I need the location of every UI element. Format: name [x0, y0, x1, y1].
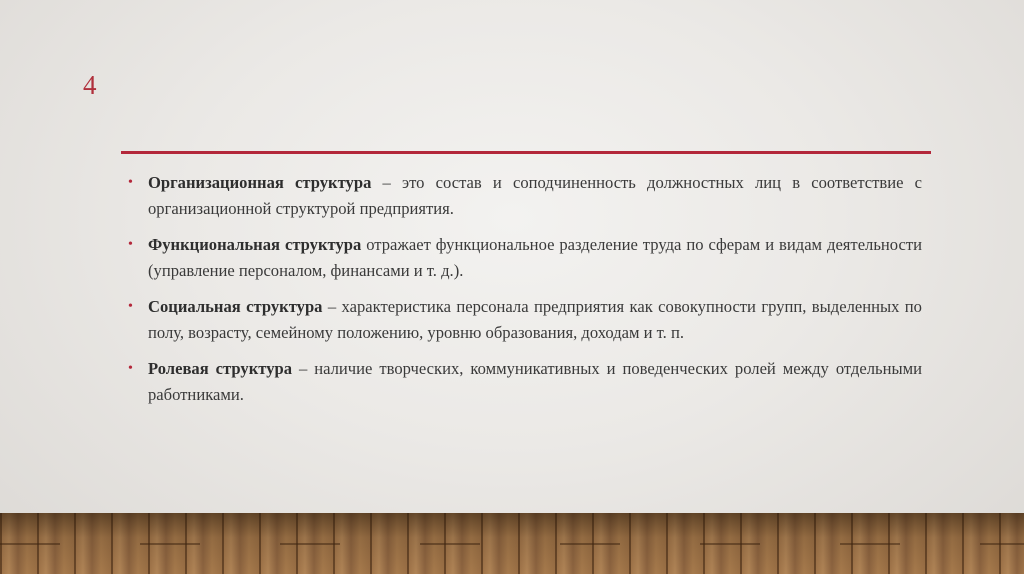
title-divider	[121, 151, 931, 154]
floor-seam	[0, 543, 1024, 545]
bullet-list	[128, 170, 922, 418]
bullet-item	[128, 232, 922, 284]
bullet-term: Социальная структура	[148, 297, 323, 316]
bullet-text: – это состав и соподчиненность должностных лиц в соответствие с организационной структурой предприятия.	[148, 173, 923, 218]
bullet-term: Функциональная структура	[148, 235, 362, 254]
bullet-item	[128, 294, 922, 346]
slide-number: 4	[83, 70, 97, 100]
bullet-text: отражает функциональное разделение труда по сферам и видам деятельности (управление персоналом, финансами и т. д.).	[148, 235, 922, 280]
bullet-item	[128, 170, 922, 222]
bullet-item	[128, 356, 922, 408]
bullet-dot-icon: •	[128, 175, 133, 190]
bullet-term: Ролевая структура	[148, 359, 293, 378]
bullet-term: Организационная структура	[148, 173, 372, 192]
bullet-dot-icon: •	[128, 299, 133, 314]
wooden-floor-decoration	[0, 513, 1024, 574]
bullet-dot-icon: •	[128, 361, 133, 376]
bullet-dot-icon: •	[128, 237, 133, 252]
bullet-text: – характеристика персонала предприятия как совокупности групп, выделенных по полу, возрасту, семейному положению, уровню образования, доходам и т. п.	[148, 297, 922, 342]
bullet-text: – наличие творческих, коммуникативных и поведенческих ролей между отдельными работниками.	[148, 359, 922, 404]
